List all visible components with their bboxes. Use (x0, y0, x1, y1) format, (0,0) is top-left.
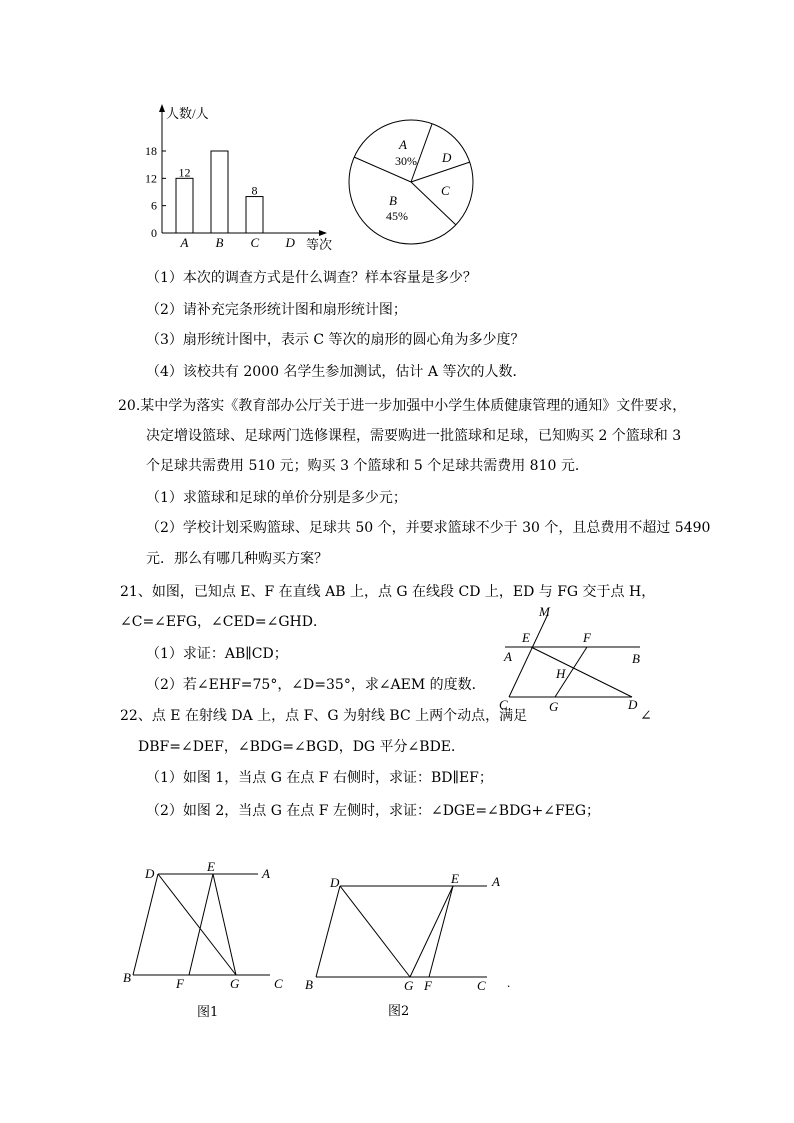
fig1-label-c: C (274, 976, 283, 991)
pie-chart (345, 117, 485, 247)
q19-part-1: （1）本次的调查方式是什么调查？样本容量是多少？ (146, 270, 477, 286)
bar-chart (140, 100, 340, 250)
q22-line-2: DBF=∠DEF，∠BDG=∠BGD，DG 平分∠BDE． (138, 739, 466, 755)
q22-figure-2 (300, 865, 520, 995)
fig1-segment-db (133, 874, 158, 975)
q22-part-1: （1）如图 1，当点 G 在点 F 右侧时，求证：BD∥EF； (146, 770, 493, 786)
q21-figure (498, 603, 658, 718)
pie-divider-d-c (411, 162, 470, 182)
y-axis-title: 人数/人 (166, 106, 209, 121)
bar-c (246, 197, 263, 233)
q22-part-2: （2）如图 2，当点 G 在点 F 左侧时，求证：∠DGE=∠BDG+∠FEG； (146, 803, 601, 819)
x-tick-label-b: B (215, 235, 224, 250)
y-tick-label: 6 (151, 198, 157, 213)
label-a: A (504, 649, 512, 664)
fig2-segment-ef (429, 886, 453, 977)
x-axis-arrow (319, 230, 327, 236)
y-tick-label: 0 (151, 226, 157, 240)
q20-part-1: （1）求篮球和足球的单价分别是多少元； (146, 490, 407, 506)
q21-line-2: ∠C=∠EFG，∠CED=∠GHD． (120, 614, 327, 630)
fig2-label-a: A (492, 874, 500, 889)
pie-label-c: C (441, 183, 450, 198)
q20-line-3: 个足球共需费用 510 元；购买 3 个篮球和 5 个足球共需费用 810 元． (146, 458, 589, 474)
fig2-segment-eg (410, 886, 453, 977)
q21-line-1: 21、如图，已知点 E、F 在直线 AB 上，点 G 在线段 CD 上，ED 与 FG 交于点 H， (120, 584, 656, 600)
fig1-caption: 图1 (197, 1005, 219, 1020)
fig1-label-d: D (145, 866, 155, 881)
fig1-label-f: F (176, 976, 184, 991)
pie-label-a: A (399, 137, 407, 152)
x-tick-label-d: D (285, 235, 295, 250)
label-d: D (628, 697, 638, 712)
x-tick-label-c: C (250, 235, 260, 250)
q19-part-4: （4）该校共有 2000 名学生参加测试，估计 A 等次的人数． (146, 364, 527, 380)
label-g: G (549, 699, 559, 714)
fig2-label-b: B (305, 977, 313, 992)
q20-line-2: 决定增设篮球、足球两门选修课程，需要购进一批篮球和足球，已知购买 2 个篮球和 3 (146, 428, 682, 444)
q20-part-2: （2）学校计划采购篮球、足球共 50 个，并要求篮球不少于 30 个，且总费用不超过 5490 (146, 520, 711, 536)
x-axis-title: 等次 (306, 237, 333, 252)
fig2-label-d: D (330, 875, 340, 890)
label-b: B (632, 651, 640, 666)
pie-divider-a-d (411, 124, 432, 182)
label-f: F (583, 630, 591, 645)
pie-percent-a: 30% (395, 154, 417, 168)
q20-line-1: 20.某中学为落实《教育部办公厅关于进一步加强中小学生体质健康管理的通知》文件要求， (118, 398, 687, 414)
fig1-label-b: B (123, 970, 131, 985)
line-cm (509, 614, 548, 697)
q22-line-1: 22、点 E 在射线 DA 上，点 F、G 为射线 BC 上两个动点，满足 (120, 708, 528, 724)
fig2-label-e: E (451, 871, 459, 886)
pie-label-d: D (442, 150, 452, 165)
fig1-label-a: A (262, 866, 270, 881)
fig2-segment-db (316, 886, 340, 977)
q21-part-2: （2）若∠EHF=75°，∠D=35°，求∠AEM 的度数． (146, 677, 486, 693)
label-h: H (556, 666, 566, 681)
bar-b (211, 151, 228, 233)
label-e: E (522, 630, 530, 645)
bar-data-label-a: 12 (178, 165, 191, 180)
fig1-label-e: E (207, 859, 215, 874)
fig2-caption: 图2 (388, 1004, 410, 1019)
fig2-label-f: F (424, 978, 432, 993)
q22-figure-1 (115, 860, 295, 990)
y-tick-label: 12 (145, 171, 157, 186)
fig2-label-g: G (404, 978, 414, 993)
q22-line-1-tail: ∠ (640, 708, 652, 724)
y-tick-label: 18 (145, 144, 157, 158)
bar-data-label-c: 8 (251, 183, 258, 198)
q19-part-2: （2）请补充完条形统计图和扇形统计图； (146, 302, 407, 318)
fig2-segment-dg (340, 886, 410, 977)
fig2-trailing-dot: . (507, 975, 511, 990)
bar-a (176, 178, 193, 233)
q20-line-6: 元．那么有哪几种购买方案？ (146, 551, 328, 567)
fig1-label-g: G (230, 976, 240, 991)
pie-percent-b: 45% (386, 209, 408, 223)
x-tick-label-a: A (180, 235, 189, 250)
label-c: C (499, 697, 508, 712)
q19-part-3: （3）扇形统计图中，表示 C 等次的扇形的圆心角为多少度？ (146, 332, 525, 348)
pie-label-b: B (389, 193, 397, 208)
q21-part-1: （1）求证：AB∥CD； (146, 646, 288, 662)
fig2-label-c: C (477, 978, 486, 993)
label-m: M (539, 604, 550, 619)
line-ed (531, 647, 632, 697)
y-axis-arrow (159, 104, 165, 112)
fig1-segment-ef (189, 874, 213, 975)
